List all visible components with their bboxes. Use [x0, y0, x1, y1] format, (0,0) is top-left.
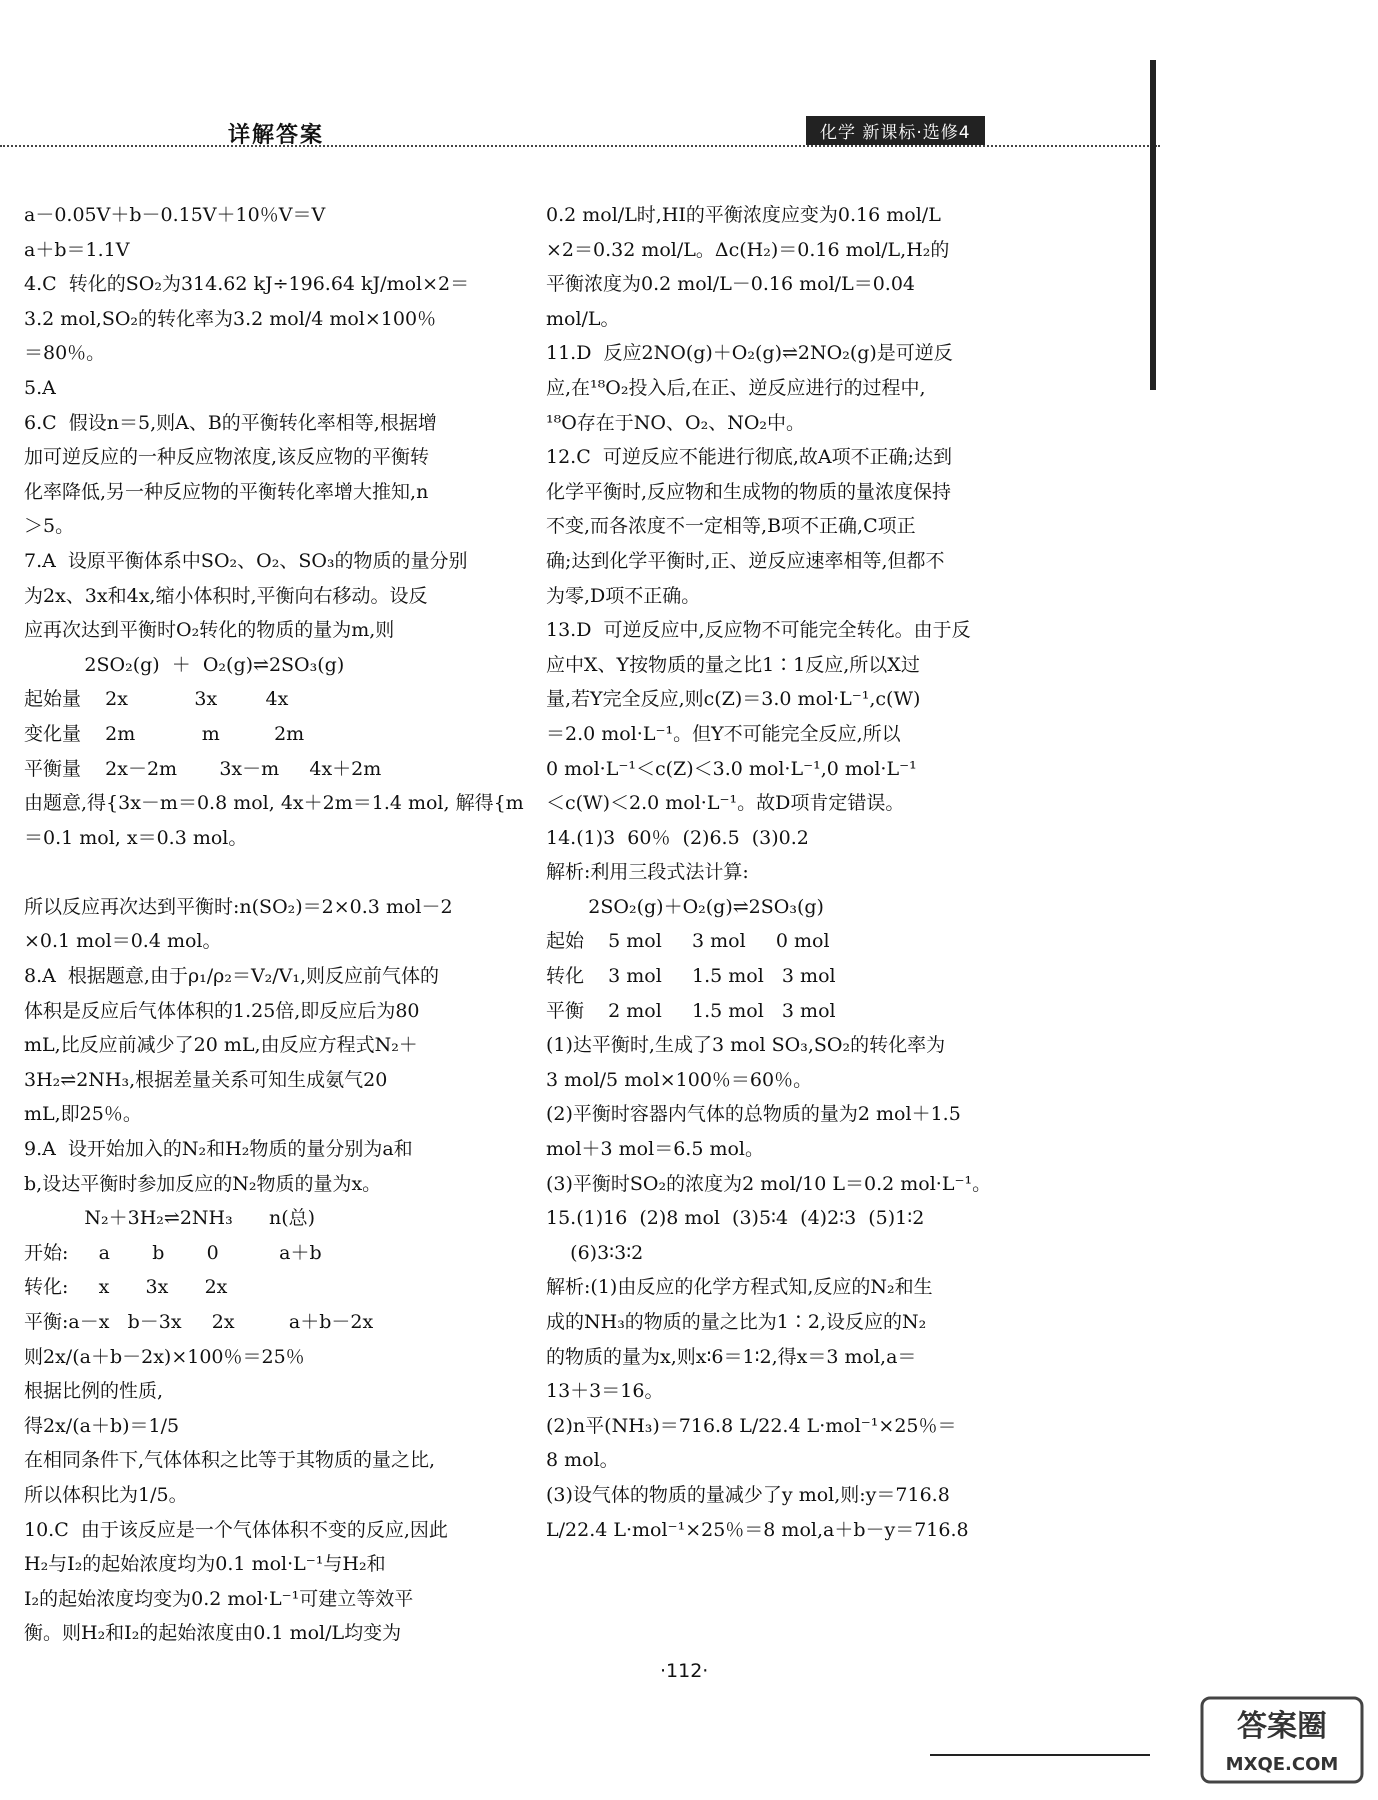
text-line: L/22.4 L·mol⁻¹×25％＝8 mol,a＋b－y＝716.8 [546, 1518, 969, 1541]
text-line: 化率降低,另一种反应物的平衡转化率增大推知,n [24, 480, 429, 503]
subject-label: 化学 新课标·选修4 [806, 116, 985, 145]
watermark-cn: 答案圈 [1237, 1709, 1327, 1744]
text-line: 在相同条件下,气体体积之比等于其物质的量之比, [24, 1449, 436, 1472]
text-line: 13.D 可逆反应中,反应物不可能完全转化。由于反 [546, 619, 971, 642]
text-line: 9.A 设开始加入的N₂和H₂物质的量分别为a和 [24, 1138, 413, 1161]
text-line: mL,即25％。 [24, 1103, 142, 1126]
text-line: 不变,而各浓度不一定相等,B项不正确,C项正 [546, 515, 916, 538]
text-line: 平衡 2 mol 1.5 mol 3 mol [546, 999, 836, 1022]
text-line: ×0.1 mol＝0.4 mol。 [24, 930, 222, 953]
text-line: (2)平衡时容器内气体的总物质的量为2 mol＋1.5 [546, 1103, 961, 1126]
text-line: 量,若Y完全反应,则c(Z)＝3.0 mol·L⁻¹,c(W) [546, 688, 921, 711]
text-line: 平衡:a－x b－3x 2x a＋b－2x [24, 1311, 374, 1333]
text-line: (2)n平(NH₃)＝716.8 L/22.4 L·mol⁻¹×25％＝ [546, 1414, 957, 1437]
text-line: 成的NH₃的物质的量之比为1∶2,设反应的N₂ [546, 1311, 927, 1333]
text-line: 5.A [24, 376, 56, 399]
text-line: N₂＋3H₂⇌2NH₃ n(总) [24, 1207, 316, 1230]
text-line: (1)达平衡时,生成了3 mol SO₃,SO₂的转化率为 [546, 1034, 946, 1057]
text-line: 2SO₂(g) ＋ O₂(g)⇌2SO₃(g) [24, 653, 345, 676]
text-line: 由题意,得{3x－m＝0.8 mol, 4x＋2m＝1.4 mol, 解得{m＝0.1 mol, x＝0.3 mol。 [24, 792, 524, 849]
text-line: 转化: x 3x 2x [24, 1276, 228, 1299]
text-line: 解析:(1)由反应的化学方程式知,反应的N₂和生 [546, 1276, 933, 1299]
text-line: mol＋3 mol＝6.5 mol。 [546, 1138, 764, 1161]
text-line: 变化量 2m m 2m [24, 722, 305, 745]
text-line: 则2x/(a＋b－2x)×100％＝25％ [24, 1345, 305, 1368]
text-line: 所以反应再次达到平衡时:n(SO₂)＝2×0.3 mol－2 [24, 895, 453, 918]
text-line: 7.A 设原平衡体系中SO₂、O₂、SO₃的物质的量分别 [24, 549, 468, 572]
text-line: (6)3∶3∶2 [546, 1241, 644, 1264]
watermark-en: MXQE.COM [1225, 1754, 1339, 1775]
header-title: 详解答案 [228, 123, 325, 148]
text-line: 6.C 假设n＝5,则A、B的平衡转化率相等,根据增 [24, 411, 437, 434]
header-divider [0, 145, 1160, 147]
text-line: 2SO₂(g)＋O₂(g)⇌2SO₃(g) [546, 895, 824, 918]
text-line: (3)设气体的物质的量减少了y mol,则:y＝716.8 [546, 1483, 950, 1506]
text-line: 平衡浓度为0.2 mol/L－0.16 mol/L＝0.04 [546, 273, 916, 296]
text-line: 8.A 根据题意,由于ρ₁/ρ₂＝V₂/V₁,则反应前气体的 [24, 965, 440, 988]
text-line: 3.2 mol,SO₂的转化率为3.2 mol/4 mol×100％ [24, 307, 437, 330]
text-line: 11.D 反应2NO(g)＋O₂(g)⇌2NO₂(g)是可逆反 [546, 342, 953, 365]
text-line: 起始量 2x 3x 4x [24, 688, 289, 711]
text-line: 10.C 由于该反应是一个气体体积不变的反应,因此 [24, 1518, 448, 1541]
text-line: ＝2.0 mol·L⁻¹。但Y不可能完全反应,所以 [546, 722, 901, 745]
text-line: H₂与I₂的起始浓度均为0.1 mol·L⁻¹与H₂和 [24, 1553, 386, 1576]
text-line: 解析:利用三段式法计算: [546, 861, 749, 884]
text-line: 平衡量 2x－2m 3x－m 4x＋2m [24, 757, 382, 780]
text-line: 12.C 可逆反应不能进行彻底,故A项不正确;达到 [546, 446, 952, 469]
text-line: 为零,D项不正确。 [546, 584, 701, 607]
text-line: 0.2 mol/L时,HI的平衡浓度应变为0.16 mol/L [546, 204, 941, 226]
text-line: 所以体积比为1/5。 [24, 1483, 188, 1506]
watermark-logo [1198, 1690, 1368, 1790]
text-line: 0 mol·L⁻¹＜c(Z)＜3.0 mol·L⁻¹,0 mol·L⁻¹ [546, 757, 917, 780]
text-line: 化学平衡时,反应物和生成物的物质的量浓度保持 [546, 480, 952, 503]
page-number: ·112· [660, 1660, 709, 1682]
text-line: 得2x/(a＋b)＝1/5 [24, 1414, 180, 1437]
text-line: 加可逆反应的一种反应物浓度,该反应物的平衡转 [24, 446, 430, 469]
right-column [546, 198, 1018, 1547]
text-line: 起始 5 mol 3 mol 0 mol [546, 930, 830, 953]
text-line: ×2＝0.32 mol/L。Δc(H₂)＝0.16 mol/L,H₂的 [546, 238, 950, 261]
text-line: 为2x、3x和4x,缩小体积时,平衡向右移动。设反 [24, 584, 428, 607]
text-line: I₂的起始浓度均变为0.2 mol·L⁻¹可建立等效平 [24, 1587, 414, 1610]
text-line: ＞5。 [24, 515, 75, 538]
text-line: 13＋3＝16。 [546, 1380, 664, 1403]
text-line: 4.C 转化的SO₂为314.62 kJ÷196.64 kJ/mol×2＝ [24, 273, 470, 296]
text-line: 开始: a b 0 a＋b [24, 1241, 322, 1264]
footer-divider [930, 1754, 1150, 1756]
text-line: 应,在¹⁸O₂投入后,在正、逆反应进行的过程中, [546, 376, 926, 399]
text-line: mL,比反应前减少了20 mL,由反应方程式N₂＋ [24, 1034, 418, 1057]
text-line: 确;达到化学平衡时,正、逆反应速率相等,但都不 [546, 549, 945, 572]
text-line: 14.(1)3 60％ (2)6.5 (3)0.2 [546, 826, 809, 849]
text-line: 体积是反应后气体体积的1.25倍,即反应后为80 [24, 999, 420, 1022]
text-line: 转化 3 mol 1.5 mol 3 mol [546, 965, 836, 988]
text-line: 应中X、Y按物质的量之比1∶1反应,所以X过 [546, 653, 920, 676]
text-line: ＜c(W)＜2.0 mol·L⁻¹。故D项肯定错误。 [546, 792, 905, 815]
text-line [24, 855, 524, 890]
text-line: 3 mol/5 mol×100％＝60％。 [546, 1068, 813, 1091]
text-line: ＝80％。 [24, 342, 106, 365]
text-line: mol/L。 [546, 307, 620, 330]
text-line: 根据比例的性质, [24, 1380, 164, 1403]
text-line: a－0.05V＋b－0.15V＋10％V＝V [24, 204, 326, 226]
text-line: a＋b＝1.1V [24, 238, 130, 261]
margin-bar [1150, 60, 1156, 390]
text-line: 15.(1)16 (2)8 mol (3)5∶4 (4)2∶3 (5)1∶2 [546, 1207, 925, 1230]
text-line: (3)平衡时SO₂的浓度为2 mol/10 L＝0.2 mol·L⁻¹。 [546, 1172, 992, 1195]
text-line: ¹⁸O存在于NO、O₂、NO₂中。 [546, 411, 806, 434]
text-line: 3H₂⇌2NH₃,根据差量关系可知生成氨气20 [24, 1068, 388, 1091]
text-line: 衡。则H₂和I₂的起始浓度由0.1 mol/L均变为 [24, 1622, 402, 1645]
text-line: b,设达平衡时参加反应的N₂物质的量为x。 [24, 1172, 382, 1195]
text-line: 的物质的量为x,则x∶6＝1∶2,得x＝3 mol,a＝ [546, 1345, 917, 1368]
left-column [24, 198, 524, 1651]
text-line: 8 mol。 [546, 1449, 619, 1472]
text-line: 应再次达到平衡时O₂转化的物质的量为m,则 [24, 619, 395, 642]
